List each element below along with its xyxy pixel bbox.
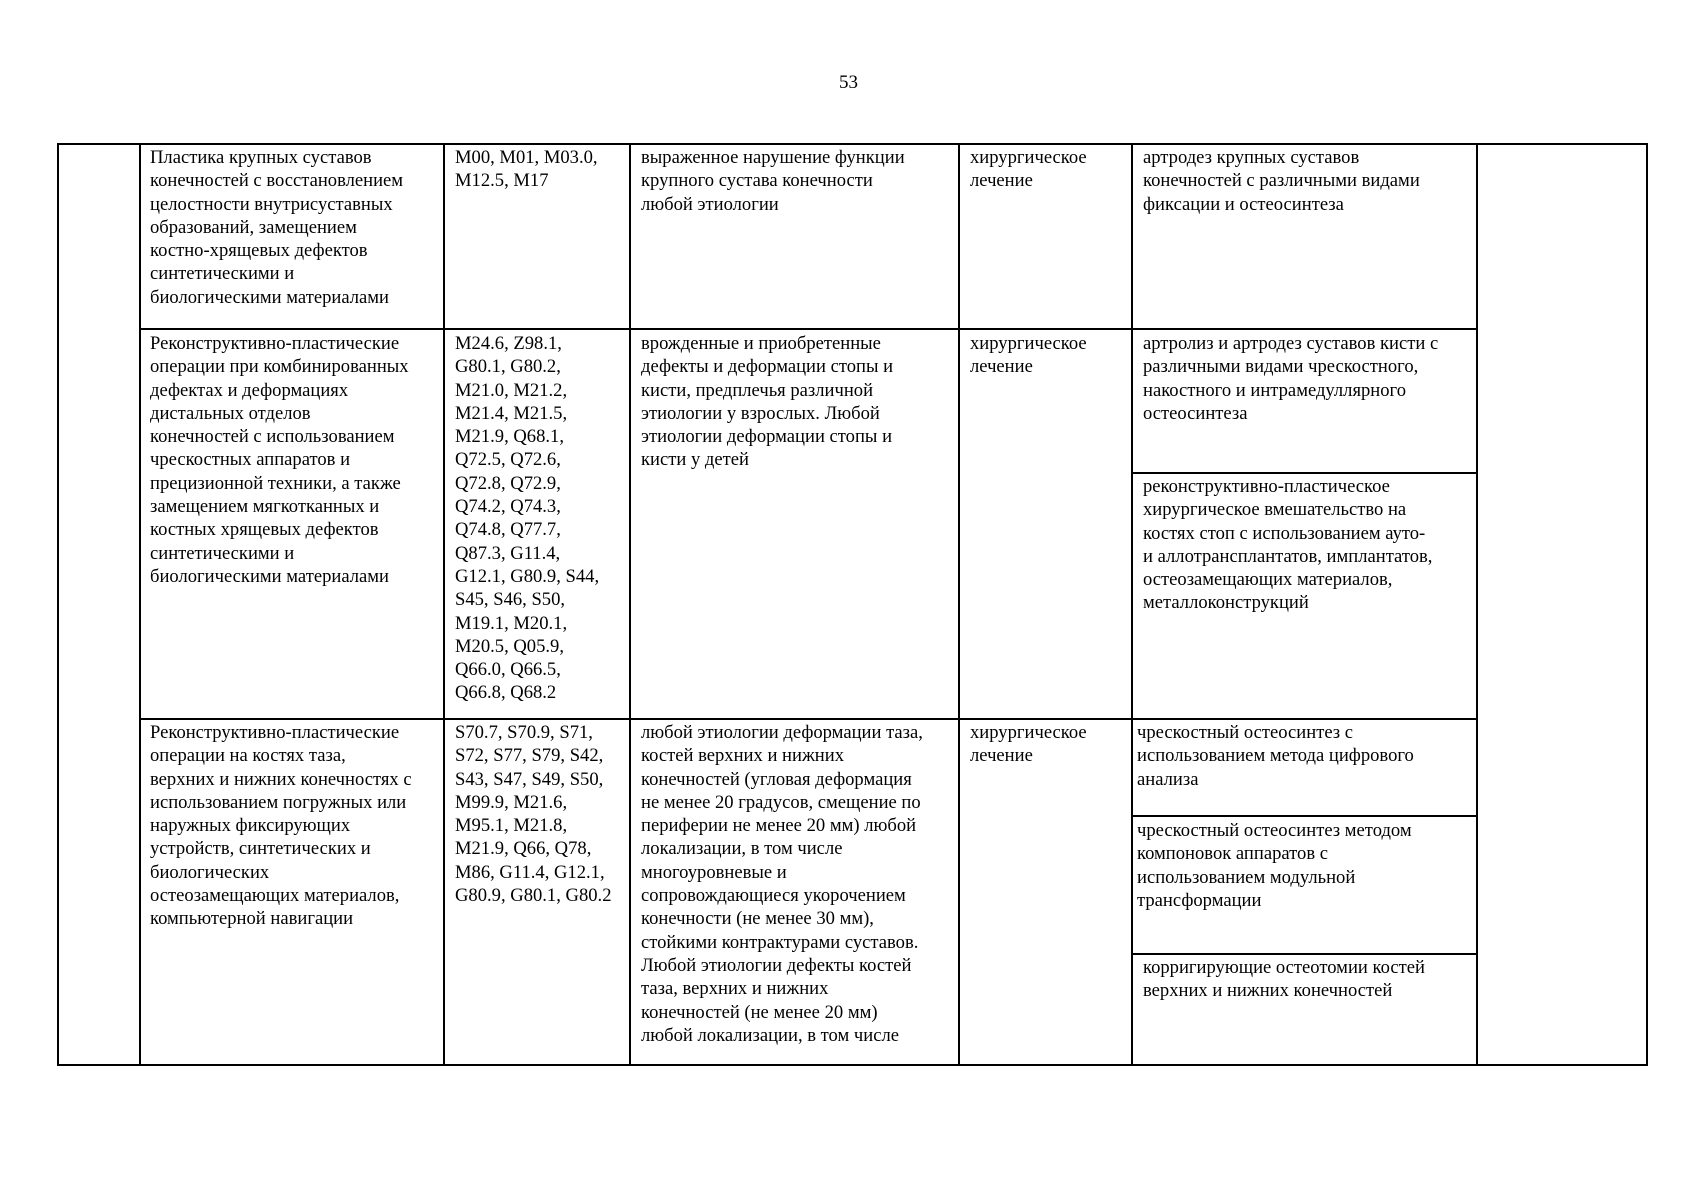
- column-divider: [1476, 143, 1478, 1066]
- column-divider: [139, 143, 141, 1066]
- row-divider: [139, 718, 1478, 720]
- method-divider: [1133, 953, 1478, 955]
- table-cell-indication: врожденные и приобретенные дефекты и деформации стопы и кисти, предплечья различной этиологии у взрослых. Любой этиологии деформации стопы и кисти у детей: [641, 333, 894, 471]
- method-divider: [1133, 815, 1478, 817]
- column-divider: [57, 143, 59, 1066]
- column-divider: [443, 143, 445, 1066]
- table-cell-indication: выраженное нарушение функции крупного сустава конечности любой этиологии: [641, 147, 905, 215]
- page-number: 53: [839, 72, 858, 93]
- table-cell-procedure: Реконструктивно-пластические операции при комбинированных дефектах и деформациях дистальных отделов конечностей с использованием чрескостных аппаратов и прецизионной техники, а также замещением мягкотканных и костных хрящевых дефектов синтетическими и биологическими материалами: [150, 333, 409, 587]
- column-divider: [958, 143, 960, 1066]
- column-divider: [1131, 143, 1133, 1066]
- table-cell-method: корригирующие остеотомии костей верхних и нижних конечностей: [1143, 957, 1425, 1002]
- column-divider: [1646, 143, 1648, 1066]
- table-cell-indication: любой этиологии деформации таза, костей верхних и нижних конечностей (угловая деформация не менее 20 градусов, смещение по периферии не менее 20 мм) любой локализации, в том числе многоуровневые и сопровождающиеся укорочением конечности (не менее 30 мм), стойкими контрактурами суставов. Любой этиологии дефекты костей таза, верхних и нижних конечностей (не менее 20 мм) любой локализации, в том числе: [641, 722, 923, 1046]
- table-cell-treatment: хирургическое лечение: [970, 333, 1087, 378]
- table-cell-procedure: Пластика крупных суставов конечностей с восстановлением целостности внутрисуставных образований, замещением костно-хрящевых дефектов синтетическими и биологическими материалами: [150, 147, 404, 308]
- table-cell-method: артродез крупных суставов конечностей с различными видами фиксации и остеосинтеза: [1143, 147, 1420, 215]
- method-divider: [1133, 472, 1478, 474]
- table-cell-codes: M00, M01, M03.0, M12.5, M17: [455, 147, 598, 192]
- table-cell-method: реконструктивно-пластическое хирургическое вмешательство на костях стоп с использованием ауто- и аллотрансплантатов, имплантатов, остеозамещающих материалов, металлоконструкций: [1143, 476, 1433, 614]
- table-cell-method: чрескостный остеосинтез методом компоновок аппаратов с использованием модульной трансформации: [1137, 820, 1412, 911]
- table-cell-procedure: Реконструктивно-пластические операции на костях таза, верхних и нижних конечностях с использованием погружных или наружных фиксирующих устройств, синтетических и биологических остеозамещающих материалов, компьютерной навигации: [150, 722, 412, 930]
- table-border-top: [57, 143, 1648, 145]
- table-cell-treatment: хирургическое лечение: [970, 722, 1087, 767]
- table-cell-treatment: хирургическое лечение: [970, 147, 1087, 192]
- table-cell-method: чрескостный остеосинтез с использованием метода цифрового анализа: [1137, 722, 1414, 790]
- table-cell-codes: M24.6, Z98.1, G80.1, G80.2, M21.0, M21.2, M21.4, M21.5, M21.9, Q68.1, Q72.5, Q72.6, Q72.8, Q72.9, Q74.2, Q74.3, Q74.8, Q77.7, Q87.3, G11.4, G12.1, G80.9, S44, S45, S46, S50, M19.1, M20.1, M20.5, Q05.9, Q66.0, Q66.5, Q66.8, Q68.2: [455, 333, 600, 704]
- column-divider: [629, 143, 631, 1066]
- row-divider: [139, 328, 1478, 330]
- table-border-bottom: [57, 1064, 1648, 1066]
- table-cell-codes: S70.7, S70.9, S71, S72, S77, S79, S42, S43, S47, S49, S50, M99.9, M21.6, M95.1, M21.8, M21.9, Q66, Q78, M86, G11.4, G12.1, G80.9, G80.1, G80.2: [455, 722, 612, 907]
- table-cell-method: артролиз и артродез суставов кисти с различными видами чрескостного, накостного и интрамедуллярного остеосинтеза: [1143, 333, 1439, 424]
